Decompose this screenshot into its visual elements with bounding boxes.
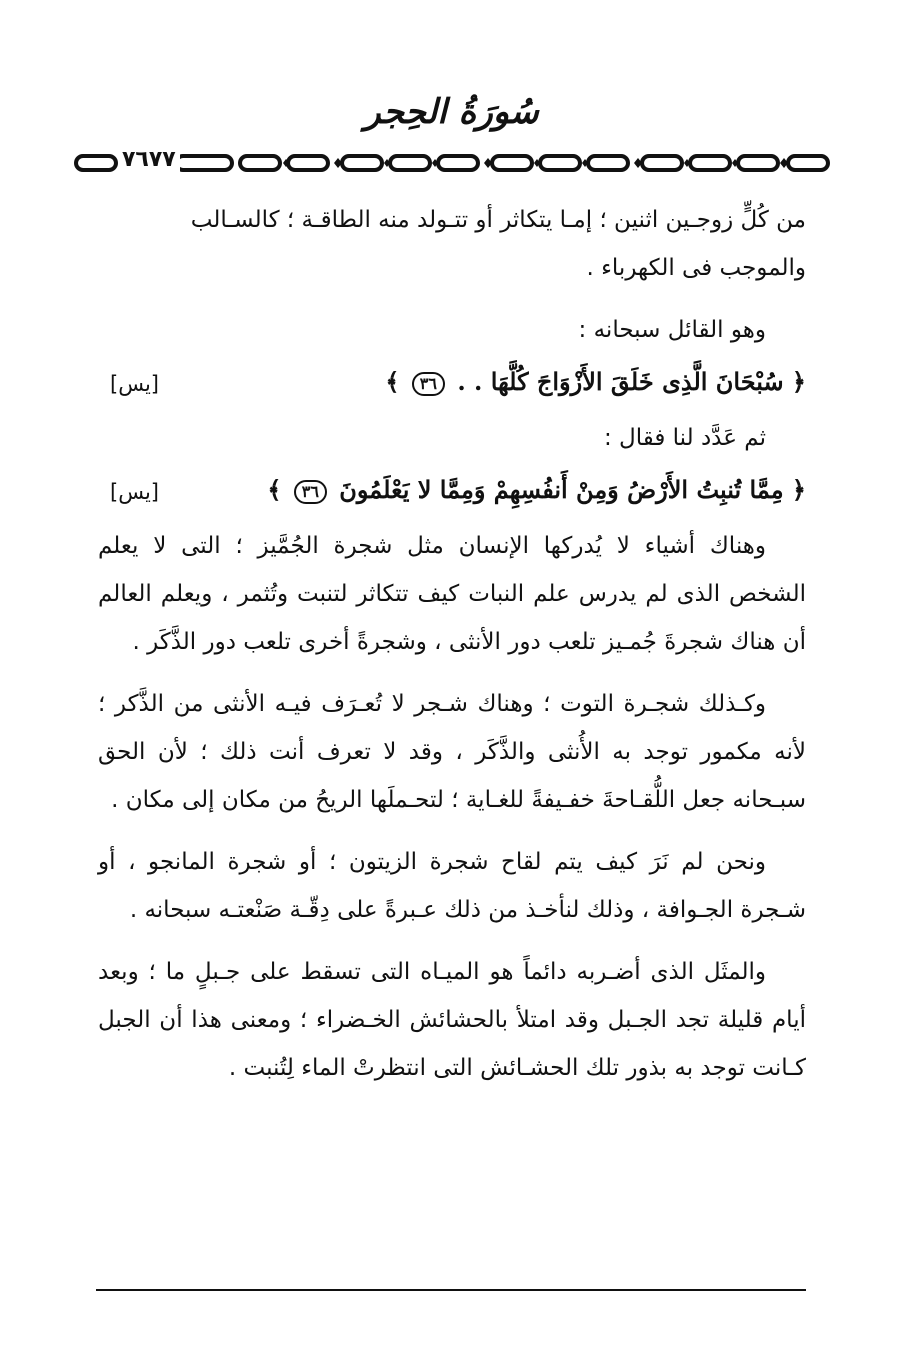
footer-rule <box>96 1289 806 1291</box>
surah-reference: [يس] <box>110 480 160 504</box>
paragraph: ثم عَدَّد لنا فقال : <box>603 425 766 451</box>
paragraph-line: من كُلٍّ زوجـين اثنين ؛ إمـا يتكاثر أو تتـولد منه الطاقـة ؛ كالسـالب <box>190 207 806 233</box>
paragraph: وهناك أشياء لا يُدركها الإنسان مثل شجرة الجُمَّيز ؛ التى لا يعلم الشخص الذى لم يدرس علم النبات كيف تتكاثر لتنبت وتُثمر ، ويعلم العالم أن هناك شجرةَ جُمـيز تلعب دور الأنثى ، وشجرةً أخرى تلعب دور الذَّكَر . <box>98 533 806 655</box>
decorative-border <box>72 150 834 176</box>
page-body <box>98 196 806 1092</box>
surah-title: سُورَةُ الحِجر <box>364 92 539 132</box>
verse-close: ﴾ <box>385 367 400 396</box>
paragraph: وكـذلك شجـرة التوت ؛ وهناك شـجر لا تُعـرَف فيـه الأنثى من الذَّكر ؛ لأنه مكمور توجد به الأُنثى والذَّكَر ، وقد لا تعرف أنت ذلك ؛ لأن الحق سبـحانه جعل اللُّقـاحةَ خفـيفةً للغـاية ؛ لتحـملَها الريحُ من مكان إلى مكان . <box>98 691 806 813</box>
paragraph-line: والموجب فى الكهرباء . <box>586 255 806 281</box>
paragraph: وهو القائل سبحانه : <box>578 317 766 343</box>
paragraph: والمثَل الذى أضـربه دائماً هو الميـاه التى تسقط على جـبلٍ ما ؛ وبعد أيام قليلة تجد الجـبل وقد امتلأ بالحشائش الخـضراء ؛ ومعنى هذا أن الجبل كـانت توجد به بذور تلك الحشـائش التى انتظرتْ الماء لِتُنبت . <box>98 959 806 1081</box>
quran-verse <box>98 466 806 516</box>
paragraph: ونحن لم نَرَ كيف يتم لقاح شجرة الزيتون ؛ أو شجرة المانجو ، أو شـجرة الجـوافة ، وذلك لنأخـذ من ذلك عـبرةً على دِقّـة صَنْعتـه سبحانه . <box>98 849 806 923</box>
ayah-number: ٣٦ <box>412 372 445 396</box>
verse-text-wrapper <box>267 466 806 514</box>
verse-close: ﴾ <box>267 475 282 504</box>
verse-text: ﴿ مِمَّا تُنبِتُ الأَرْضُ وَمِنْ أَنفُسِهِمْ وَمِمَّا لا يَعْلَمُونَ <box>339 475 806 504</box>
surah-reference: [يس] <box>110 372 160 396</box>
verse-text-wrapper <box>385 358 806 406</box>
verse-text: ﴿ سُبْحَانَ الَّذِى خَلَقَ الأَزْوَاجَ كُلَّهَا . . <box>457 367 806 396</box>
quran-verse <box>98 358 806 408</box>
ayah-number: ٣٦ <box>294 480 327 504</box>
page-number: ٧٦٧٧ <box>118 147 180 172</box>
